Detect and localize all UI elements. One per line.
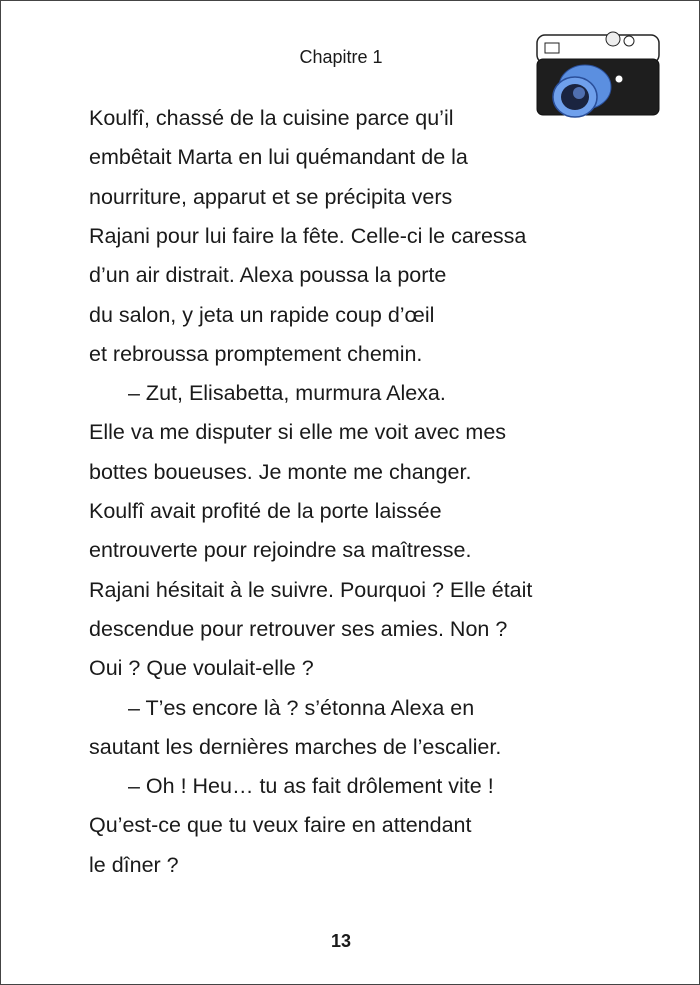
chapter-header: Chapitre 1	[299, 47, 383, 67]
text-line: Koulfî, chassé de la cuisine parce qu’il	[89, 106, 454, 130]
page-number: 13	[330, 931, 352, 951]
text-line: – Zut, Elisabetta, murmura Alexa.	[128, 381, 446, 406]
text-line: descendue pour retrouver ses amies. Non ?	[89, 616, 508, 641]
text-line: Koulfî avait profité de la porte laissée	[89, 499, 442, 523]
camera-icon	[529, 15, 669, 125]
text-line: sautant les dernières marches de l’escalier.	[89, 734, 502, 759]
text-line: Qu’est-ce que tu veux faire en attendant	[89, 813, 472, 838]
text-line: d’un air distrait. Alexa poussa la porte	[89, 263, 447, 288]
text-line: bottes boueuses. Je monte me changer.	[89, 459, 472, 484]
text-line: du salon, y jeta un rapide coup d’œil	[89, 302, 435, 327]
text-line: – Oh ! Heu… tu as fait drôlement vite !	[128, 774, 494, 799]
text-line: le dîner ?	[89, 852, 179, 877]
text-line: nourriture, apparut et se précipita vers	[89, 184, 453, 209]
text-line: entrouverte pour rejoindre sa maîtresse.	[89, 538, 472, 563]
text-line: et rebroussa promptement chemin.	[89, 341, 423, 366]
text-line: Rajani hésitait à le suivre. Pourquoi ? Elle était	[89, 577, 533, 602]
text-line: Elle va me disputer si elle me voit avec mes	[89, 420, 507, 445]
text-line: embêtait Marta en lui quémandant de la	[89, 145, 468, 170]
text-line: Oui ? Que voulait-elle ?	[89, 656, 314, 681]
text-line: Rajani pour lui faire la fête. Celle-ci le caressa	[89, 223, 527, 248]
text-line: – T’es encore là ? s’étonna Alexa en	[128, 695, 475, 720]
